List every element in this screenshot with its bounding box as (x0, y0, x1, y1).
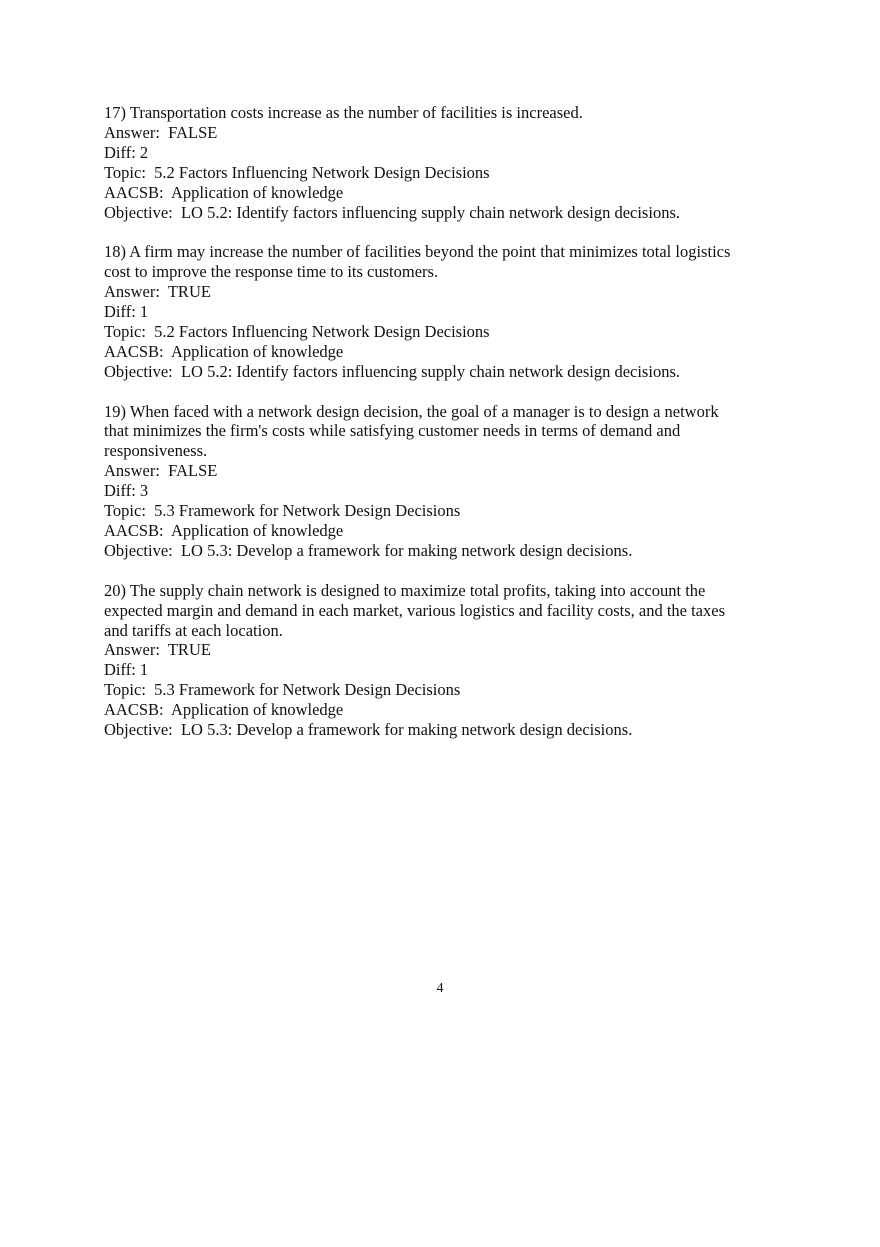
question-text-line: expected margin and demand in each market, various logistics and facility costs, and the taxes (104, 600, 725, 620)
difficulty-line: Diff: 2 (104, 142, 149, 162)
page-number: 4 (436, 981, 444, 996)
difficulty-line: Diff: 1 (104, 660, 149, 680)
question-block-17 (104, 103, 780, 222)
topic-line: Topic: 5.3 Framework for Network Design Decisions (104, 680, 461, 700)
topic-line: Topic: 5.2 Factors Influencing Network Design Decisions (104, 162, 490, 182)
aacsb-line: AACSB: Application of knowledge (104, 700, 344, 720)
question-block-19 (104, 402, 780, 561)
question-text-line: 20) The supply chain network is designed to maximize total profits, taking into account the (104, 580, 706, 600)
answer-line: Answer: FALSE (104, 122, 218, 142)
answer-line: Answer: FALSE (104, 461, 218, 481)
objective-line: Objective: LO 5.2: Identify factors influencing supply chain network design decisions. (104, 202, 680, 222)
question-text-line: and tariffs at each location. (104, 620, 283, 640)
difficulty-line: Diff: 3 (104, 481, 149, 501)
answer-line: Answer: TRUE (104, 640, 211, 660)
objective-line: Objective: LO 5.3: Develop a framework for making network design decisions. (104, 540, 633, 560)
aacsb-line: AACSB: Application of knowledge (104, 182, 344, 202)
question-list (104, 103, 780, 760)
question-text-line: 17) Transportation costs increase as the number of facilities is increased. (104, 103, 583, 122)
topic-line: Topic: 5.3 Framework for Network Design Decisions (104, 501, 461, 521)
question-text-line: responsiveness. (104, 441, 208, 461)
objective-line: Objective: LO 5.3: Develop a framework for making network design decisions. (104, 720, 633, 740)
aacsb-line: AACSB: Application of knowledge (104, 341, 344, 361)
question-text-line: cost to improve the response time to its customers. (104, 262, 439, 282)
difficulty-line: Diff: 1 (104, 302, 149, 322)
aacsb-line: AACSB: Application of knowledge (104, 521, 344, 540)
question-text-line: 19) When faced with a network design decision, the goal of a manager is to design a network (104, 401, 719, 421)
answer-line: Answer: TRUE (104, 282, 211, 302)
question-text-line: that minimizes the firm's costs while satisfying customer needs in terms of demand and (104, 421, 681, 441)
question-block-18 (104, 242, 780, 381)
objective-line: Objective: LO 5.2: Identify factors influencing supply chain network design decisions. (104, 361, 680, 381)
question-block-20 (104, 581, 780, 740)
question-text-line: 18) A firm may increase the number of facilities beyond the point that minimizes total logistics (104, 242, 731, 262)
topic-line: Topic: 5.2 Factors Influencing Network Design Decisions (104, 321, 490, 341)
